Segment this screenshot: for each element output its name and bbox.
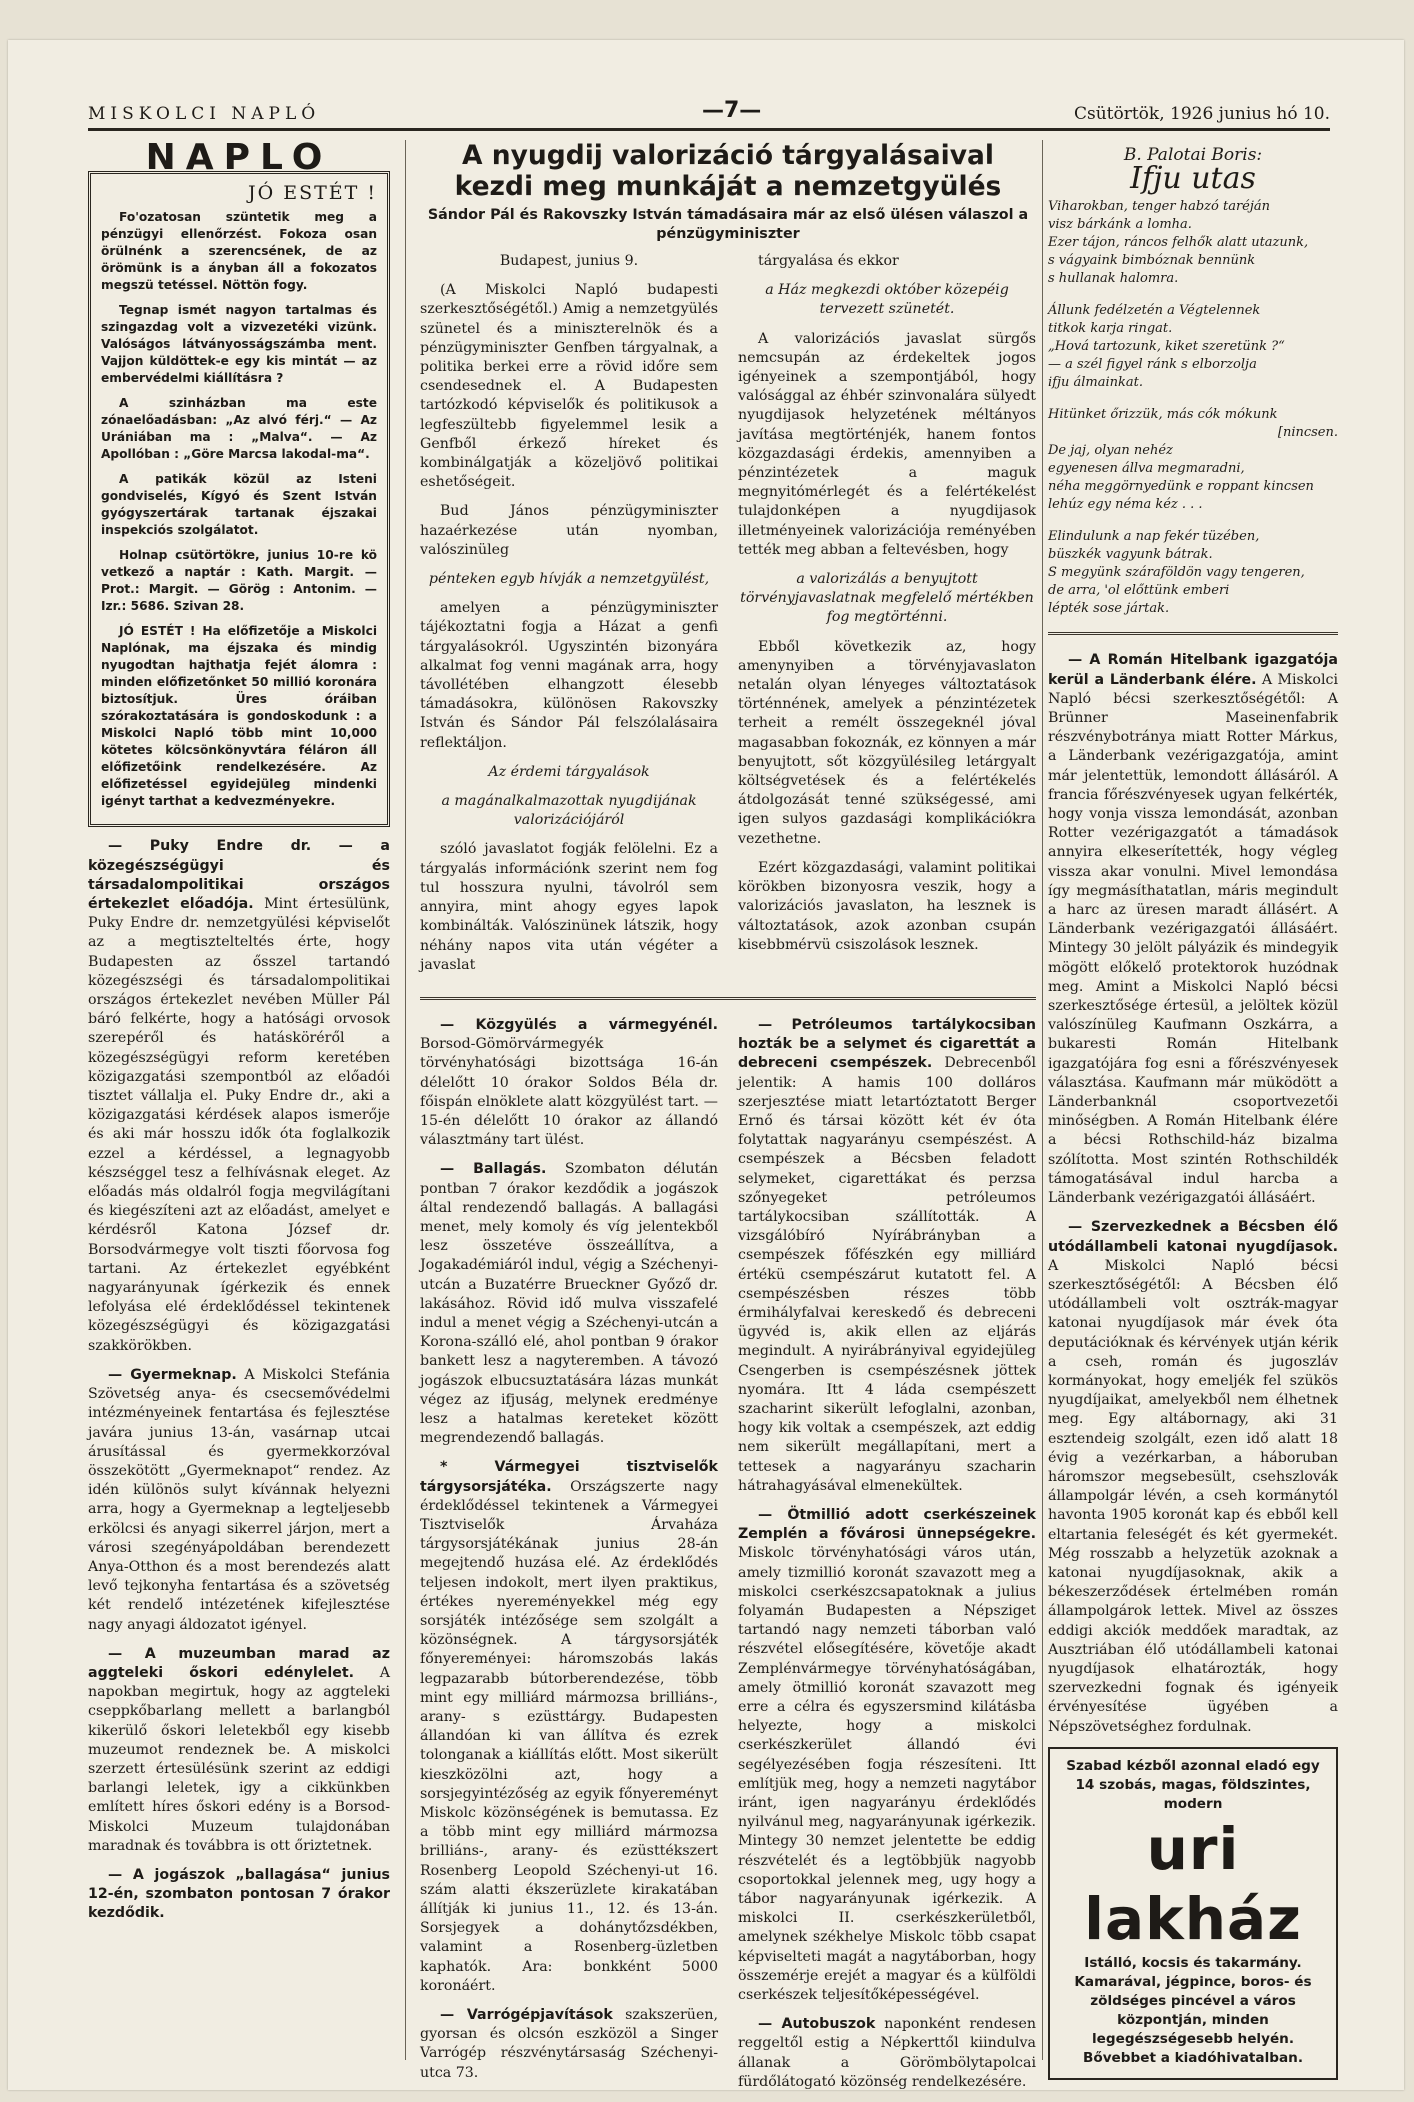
italic-subhead: a valorizálás a benyujtott törvényjavaslatnak megfelelő mértékben fog megtörténni. [740, 571, 1034, 626]
item-body: Szombaton délután pontban 7 órakor kezdődik a jogászok által rendezendő ballagás. A ballagási menet, mely komoly és víg jelentekből lesz összetéve összeállítva, a Jogakadémiáról indul, végig a Széchenyi-utcán a Buzatérre Brueckner Győző dr. lakásához. Rövid idő mulva visszafelé indul a menet végig a Széchenyi-utcán a Korona-szálló elé, ahol pontban 9 órakor bankett lesz a nagyteremben. A távozó jogászok elbucsuztatására lázas munkát végez az ifjuság, melynek eredménye lesz a hatalmas kereteket között megrendezendő ballagás. [420, 1161, 718, 1447]
lead-article-right [738, 252, 1036, 985]
italic-subhead: a magánalkalmazottak nyugdijának valorizációjáról [441, 793, 697, 829]
italic-subhead: a Ház megkezdi október közepéig tervezett szünetét. [765, 282, 1009, 318]
poem-stanza [1048, 302, 1338, 392]
poem-line: [nincsen. [1277, 425, 1338, 441]
poem-stanza [1048, 198, 1338, 288]
section-divider [420, 997, 1036, 1006]
lead-article [420, 252, 1036, 985]
item-body: szakszerüen, gyorsan és olcsón eszközöl a Singer Varrógép részvénytársaság Széchenyi-utca 73. [420, 2007, 718, 2081]
article-title: — A jogászok „ballagása“ junius 12-én, szombaton pontosan 7 órakor kezdődik. [88, 1866, 390, 1922]
box-paragraph: Fo'ozatosan szüntetik meg a pénzügyi ellenőrzést. Fokoza osan örülnénk a szerencsének, de az örömünk is a ányban áll a fokozatos megszü tetéssel. Nöttön fogy. [101, 210, 377, 293]
poem-line: S megyünk száraföldön vagy tengeren, [1048, 565, 1305, 581]
article-body: Mint értesülünk, Puky Endre dr. nemzetgyülési képviselőt az a megtisztelteltés érte, hogy Budapesten az ősszel tartandó közegészségi és társadalompolitikai országos értekezlet nevében Müller Pál báró felkérte, hogy a hatósági orvosok szerepéről és hatásköréről a közegészségügyi reform keretében közigazgatási szempontból az előadói tisztet vállalja el. Puky Endre dr., aki a közigazgatási kérdések alapos ismerője és aki már hosszu idők óta foglalkozik ezzel a kérdéssel, a legnagyobb készséggel tesz a felhívásnak eleget. Az előadás más oldalról fogja megvilágítani és kiegészíteni azt az előadást, amelyet e kérdésről Katona József dr. Borsodvármegye volt tiszti főorvosa fog tartani. Az értekezlet egyébként nagyarányunak ígérkezik és ennek lefolyása elé érdeklődéssel tekintenek közegészségügyi és közigazgatási szakkörökben. [88, 896, 391, 1354]
poem-line: s hullanak halomra. [1048, 271, 1179, 287]
article-body: A Miskolci Stefánia Szövetség anya- és csecsemővédelmi intézményeinek fentartása és fejlesztése javára junius 13-án, vasárnap utcai árusítással és gyermekkorzóval összekötött „Gyermeknapot“ rendez. Az idén különös sulyt kívánnak helyezni arra, hogy a Gyermeknap a legteljesebb erkölcsi és anyagi sikerrel járjon, mert a városi szegényápoldában berendezett Anya-Otthon és a most berendezés alatt levő tejkonyha fentartása és a szövetség két rendelő intézetének kifejlesztése nagy anyagi áldozatot igényel. [88, 1366, 391, 1633]
poem-line: ifju álmainkat. [1048, 375, 1144, 391]
paragraph: A valorizációs javaslat sürgős nemcsupán az érdekeltek jogos igényeinek a szempontjából, hogy valósággal az éhbér szinvonalára sülyedt nyugdijasok helyzetének méltányos javítása megtörténjék, hanem fontos közgazdasági érdekis, amennyiben a pénzintézetek a maguk megnyitómérlegét és a felértékelést tulajdonképen a nyugdijasok illetményeinek valorizációja reményében tették meg abban a feltevésben, hogy [738, 330, 1036, 558]
poem-line: lépték sose jártak. [1048, 601, 1170, 617]
poem-line: egyenesen állva megmaradni, [1048, 461, 1245, 477]
item-title: * Vármegyei tisztviselők tárgysorsjátéka. [420, 1459, 718, 1495]
poem-line: Viharokban, tenger habzó taréján [1048, 199, 1271, 215]
box-title: JÓ ESTÉT ! [247, 182, 377, 205]
paragraph: tárgyalása és ekkor [758, 253, 899, 269]
news-items-right [738, 1016, 1036, 2102]
poem-title: Ifju utas [1130, 161, 1256, 197]
lead-article-left [420, 252, 718, 985]
item-body: Borsod-Gömörvármegyék törvényhatósági bizottsága 16-án délelőtt 10 órakor Soldos Béla dr. főispán elnöklete alatt közgyülést tart. — 15-én délelőtt 10 órakor az állandó választmány tart ülést. [420, 1036, 718, 1149]
column-center [420, 140, 1036, 2090]
poem-line: Állunk fedélzetén a Végtelennek [1048, 303, 1261, 319]
poem-line: büszkék vagyunk bátrak. [1048, 547, 1213, 563]
dateline: Budapest, junius 9. [499, 253, 639, 269]
poem-line: Hitünket őrizzük, más cók mókunk [1048, 407, 1278, 423]
lead-headline: A nyugdij valorizáció tárgyalásaival kezdi meg munkáját a nemzetgyülés [454, 140, 1002, 202]
italic-subhead: Az érdemi tárgyalások [488, 763, 650, 780]
ad-text-bottom: Istálló, kocsis és takarmány. Kamarával, jégpince, boros- és zöldséges pincével a város központján, minden legegészségesebb helyén. Bővebbet a kiadóhivatalban. [1074, 1954, 1312, 2066]
item-title: — Varrógépjavítások [440, 2007, 613, 2024]
paragraph: Bud János pénzügyminiszter hazaérkezése után nyomban, valószinüleg [420, 503, 718, 558]
poem-line: Ezer tájon, ráncos felhők alatt utazunk, [1048, 235, 1309, 251]
page-header [88, 98, 1330, 128]
poem-line: s vágyaink bimbóznak bennünk [1048, 253, 1256, 269]
masthead: NAPLO [145, 137, 333, 178]
ad-headline: uri lakház [1084, 1814, 1302, 1953]
box-paragraph: A patikák közül az Isteni gondviselés, Kígyó és Szent István gyógyszertárak tartanak éjszakai inspekciós szolgálatot. [101, 472, 377, 538]
box-paragraph: Tegnap ismét nagyon tartalmas és szingazdag volt a vizvezetéki vizünk. Valóságos látványosságszámba ment. Vajjon küldöttek-e egy kis mintát — az embervédelmi kiállításra ? [101, 303, 377, 386]
paragraph: szóló javaslatot fogják felölelni. Ez a tárgyalás információnk szerint nem fog tul hosszura nyulni, távolról sem annyira, mint ahogy egyes lapok kombinálták. Valószinünek látszik, hogy néhány napos vita után végéter a javaslat [420, 841, 718, 973]
news-items-left [420, 1016, 718, 2102]
article-body: A Miskolci Napló bécsi szerkesztőségétől: A Brünner Maseinenfabrik részvénybotránya miatt Rotter Márkus, a Länderbank vezérigazgatója, amint már jelentettük, lemondott állásáról. A francia főrészvényesek ugyan felkérték, hogy vonja vissza lemondását, azonban Rotter vezérigazgatót a támadások annyira elkeserítették, hogy végleg vissza akar vonulni. Mivel lemondása így megmásíthatatlan, máris megindult a harc az üresen maradt állásért. A Länderbank vezérigazgatói állásáért. Mintegy 30 jelölt pályázik és mindegyik mögött előkelő protektorok huzódnak meg. Amint a Miskolci Napló bécsi szerkesztősége értesül, a jelöltek közül valószínüleg Kaufmann Oszkárra, a bukaresti Román Hitelbank igazgatójára fog esni a főrészvényesek választása. Kaufmann már müködött a Länderbanknál csoportvezetői minőségben. A Román Hitelbank élére a bécsi Rothschild-ház bizalma szólította. Most szintén Rothschildék támogatásával indul harcba a Länderbank vezérigazgatói állásáért. [1048, 671, 1338, 1207]
column-divider [1042, 140, 1043, 2060]
poem-line: néha meggörnyedünk e roppant kincsen [1048, 479, 1314, 495]
section-divider [1048, 632, 1338, 641]
box-paragraph: Holnap csütörtökre, junius 10-re kö vetkező a naptár : Kath. Margit. — Prot.: Margit. — Görög : Antonim. — Izr.: 5686. Szivan 28. [101, 548, 377, 614]
paragraph: Ezért közgazdasági, valamint politikai körökben bizonyosra veszik, hogy a valorizációs javaslaton, ha lesznek is változtatások, azok azonban csupán kisebbmérvü csiszolások lesznek. [738, 859, 1036, 953]
news-items [420, 1016, 1036, 2102]
item-body: Miskolc törvényhatósági város után, amely tizmillió koronát szavazott meg a miskolci cserkészcsapatoknak a julius folyamán Budapesten a Népsziget tartandó nagy nemzeti táborban való részvétel elősegítésére, követője akadt Zemplénvármegye törvényhatóságában, amely ötmillió koronát szavazott meg erre a célra és egyszersmind kilátásba helyezte, hogy a miskolci cserkészkerület állandó évi segélyezésében fogja részesíteni. Itt említjük meg, hogy a nemzeti nagytábor iránt, igen nagyarányu érdeklődés nyilvánul meg, nagyarányunak igérkezik. Mintegy 30 nemzet jelentette be eddig részvételét és a legtöbbjük nagyobb csoportokkal jelennek meg, ugy hogy a tábor nagyarányunak igérkezik. A miskolci II. cserkészkerületből, amelynek székhelye Miskolc több csapat képviselteti magát a nagytáborban, hogy összemérje erejét a magyar és a külföldi cserkészek teljesítőképességével. [738, 1545, 1036, 2004]
paper-name: MISKOLCI NAPLÓ [88, 104, 321, 124]
item-body: naponként rendesen reggeltől estig a Népkerttől kiindulva állanak a Görömbölytapolcai fürdőlátogató közönség rendelkezésére. [738, 2016, 1036, 2090]
paragraph: Ebből következik az, hogy amenynyiben a törvényjavaslaton netalán olyan lényeges változtatások történnének, amelyek a pénzintézetek terheit a remélt összegeknél jóval magasabban fokoznák, ez könnyen a már benyujtott, sőt közgyülésileg letárgyalt költségvetések és a felértékelés átdolgozását tenné szükségessé, ami igen sulyos gazdasági komplikációkra vezethetne. [738, 638, 1036, 847]
ad-text-top: Szabad kézből azonnal eladó egy 14 szobás, magas, földszintes, modern [1066, 1757, 1320, 1812]
advertisement-box [1048, 1747, 1338, 2080]
article-title: — Puky Endre dr. — a közegészségügyi és társadalompolitikai országos értekezlet előadója. [88, 838, 390, 913]
page-number: —7— [702, 98, 762, 123]
box-paragraph: A szinházban ma este zónaelőadásban: „Az alvó férj.“ — Az Urániában ma : „Malva“. — Az Apollóban : „Göre Marcsa lakodal-ma“. [101, 396, 377, 462]
poem-line: Elindulunk a nap fekér tüzében, [1048, 529, 1260, 545]
paragraph: (A Miskolci Napló budapesti szerkesztőségétől.) Amig a nemzetgyülés szünetel és a miniszterelnök és a pénzügyminiszter Genfben tárgyalnak, a politika berkei erre a rövid időre sem csendesednek el. A Budapesten tartózkodó képviselők és politikusok a legfeszültebb figyelemmel lesik a Genfből érkező híreket és kombinálgatják a közeljövő politikai eshetőségeit. [420, 282, 718, 491]
poem-stanza [1048, 406, 1338, 514]
poem-stanza [1048, 528, 1338, 618]
poem-line: De jaj, olyan nehéz [1048, 443, 1173, 459]
jo-estet-box [88, 171, 390, 827]
poem-line: titkok karja ringat. [1048, 321, 1173, 337]
poem-line: lehúz egy néma kéz . . . [1048, 497, 1203, 513]
article-title: — Szervezkednek a Bécsben élő utódállambeli katonai nyugdíjasok. [1048, 1219, 1338, 1255]
column-right [1048, 140, 1338, 2066]
issue-date: Csütörtök, 1926 junius hó 10. [1073, 104, 1330, 124]
poem-line: visz bárkánk a lomha. [1048, 217, 1192, 233]
article-title: — Gyermeknap. [108, 1366, 237, 1383]
article-title: — A muzeumban marad az aggteleki őskori edénylelet. [88, 1645, 390, 1681]
item-title: — Közgyülés a vármegyénél. [440, 1016, 718, 1033]
poem-line: „Hová tartozunk, kiket szeretünk ?“ [1048, 339, 1285, 355]
item-title: — Ötmillió adott cserkészeinek Zemplén a fővárosi ünnepségekre. [738, 1506, 1036, 1543]
item-body: Országszerte nagy érdeklődéssel tekintenek a Vármegyei Tisztviselők Árvaháza tárgysorsjátékának junius 28-án megejtendő huzása elé. Az érdeklődés teljesen indokolt, mert ilyen praktikus, értékes nyereményekkel még egy sorsjáték intézősége sem szolgált a közönségnek. A tárgysorsjáték főnyereményei: háromszobás lakás legpazarabb bútorberendezése, több mint egy milliárd mármozsa brilliáns-, arany- s ezüsttárgy. Budapesten állandóan ki van állítva és ezrek tolonganak a kiállítás előtt. Most sikerült kieszközölni azt, hogy a sorsjegyintézőség az egyik főnyereményt Miskolc közönségének is bemutassa. Ez a több mint egy milliárd mármozsa brilliáns-, arany- és ezüsttékszert Rosenberg Leopold Széchenyi-ut 16. szám alatti ékszerüzlete kirakatában állítják ki junius 11., 12. és 13-án. Sorsjegyek a dohánytőzsdékben, valamint a Rosenberg-üzletben kaphatók. Ara: bonkként 5000 koronáért. [420, 1478, 718, 1994]
paragraph: amelyen a pénzügyminiszter tájékoztatni fogja a Házat a genfi tárgyalásokról. Ugyszintén bizonyára alkalmat fog venni magának arra, hogy távollétében elhangzott élesebb támadásokra, különösen Rakovszky István és Sándor Pál felszólalásaira reflektáljon. [420, 600, 718, 751]
article-body: A napokban megirtuk, hogy az aggteleki cseppkőbarlang mellett a barlangból kikerülő őskori leletekből egy kisebb muzeumot rendeznek be. A miskolci szerzett értesülésünk szerint az eddigi barlangi leletek, igy a cikkünkben említett híres őskori edény is a Borsod-Miskolci Muzeum tulajdonában maradnak és továbbra is ott őriztetnek. [88, 1664, 390, 1854]
item-body: Debrecenből jelentik: A hamis 100 dolláros szerjesztése miatt letartóztatott Berger Ernő és társai között két év óta folytattak nagyarányu csempészést. A csempészek a Bécsben feladott selymeket, cigarettákat és perzsa szőnyegeket petróleumos tartálykocsiban szállították. A vizsgálóbíró Nyírábrányban a csempészek főfészkén egy milliárd értékü csempészárut kutatott fel. A csempészésben részes több érmihályfalvai kereskedő és debreceni ügyvéd is, akik ellen az eljárás megindult. A nyirábrányival egyidejüleg Csengerben is csempészésnek jöttek nyomára. Itt 4 láda csempészett szacharint sikerült lefoglalni, azonban, hogy kik voltak a csempészek, azt eddig nem sikerült megállapítani, mert a tettesek a nagyarányu szacharin hátrahagyásával elmenekültek. [738, 1055, 1036, 1494]
box-paragraph: JÓ ESTÉT ! Ha előfizetője a Miskolci Naplónak, ma éjszaka és mindig nyugodtan hajthatja fejét álomra : minden előfizetőnket 50 millió koronára biztosítjuk. Üres óráiban szórakoztatására is gondoskodunk : a Miskolci Napló több mint 10,000 kötetes kölcsönkönyvtára féláron áll előfizetőink rendelkezésére. Az előfizetéssel egyidejüleg mindenki igényt tarthat a kedvezményekre. [101, 624, 377, 809]
lead-subhead: Sándor Pál és Rakovszky István támadásaira már az első ülésen válaszol a pénzügyminiszter [427, 207, 1029, 242]
italic-subhead: pénteken egyb hívják a nemzetgyülést, [428, 571, 710, 588]
column-divider [405, 140, 406, 2060]
poem-author: B. Palotai Boris: [1123, 145, 1263, 165]
poem-line: — a szél figyel ránk s elborzolja [1048, 357, 1257, 373]
item-title: — Autobuszok [758, 2016, 876, 2033]
item-title: — Ballagás. [440, 1161, 547, 1178]
column-left [88, 137, 391, 2060]
item-title: — Petróleumos tartálykocsiban hozták be a selymet és cigarettát a debreceni csempészek. [738, 1016, 1036, 1072]
poem-line: de arra, 'ol előttünk emberi [1048, 583, 1230, 599]
article-body: A Miskolci Napló bécsi szerkesztőségétől: A Bécsben élő utódállambeli volt osztrák-magyar katonai nyugdíjasok már évek óta deputációknak és kérvények utján kérik a cseh, román és jugoszláv kormányokat, hogy emeljék fel szükös nyugdíjaikat, amelyekből nem élhetnek meg. Egy altábornagy, aki 31 esztendeig szolgált, ezen idő alatt 18 évig a vezérkarban, a háboruban háromszor megsebesült, csehszlovák állampolgár lévén, a cseh kormánytól havonta 1905 koronát kap és ebből kell eltartania feleségét és két gyermekét. Még rosszabb a helyzetük azoknak a katonai nyugdíjasoknak, akik a békeszerződések értelmében román állampolgárok lettek. Mivel az összes eddigi akciók meddőek maradtak, az Ausztriában élő utódállambeli katonai nyugdíjasok elhatározták, hogy szervezkedni fognak és igényeik érvényesítése ügyében a Népszövetséghez fordulnak. [1048, 1257, 1338, 1735]
header-rule [88, 128, 1330, 131]
article-title: — A Román Hitelbank igazgatója kerül a Länderbank élére. [1048, 652, 1338, 688]
